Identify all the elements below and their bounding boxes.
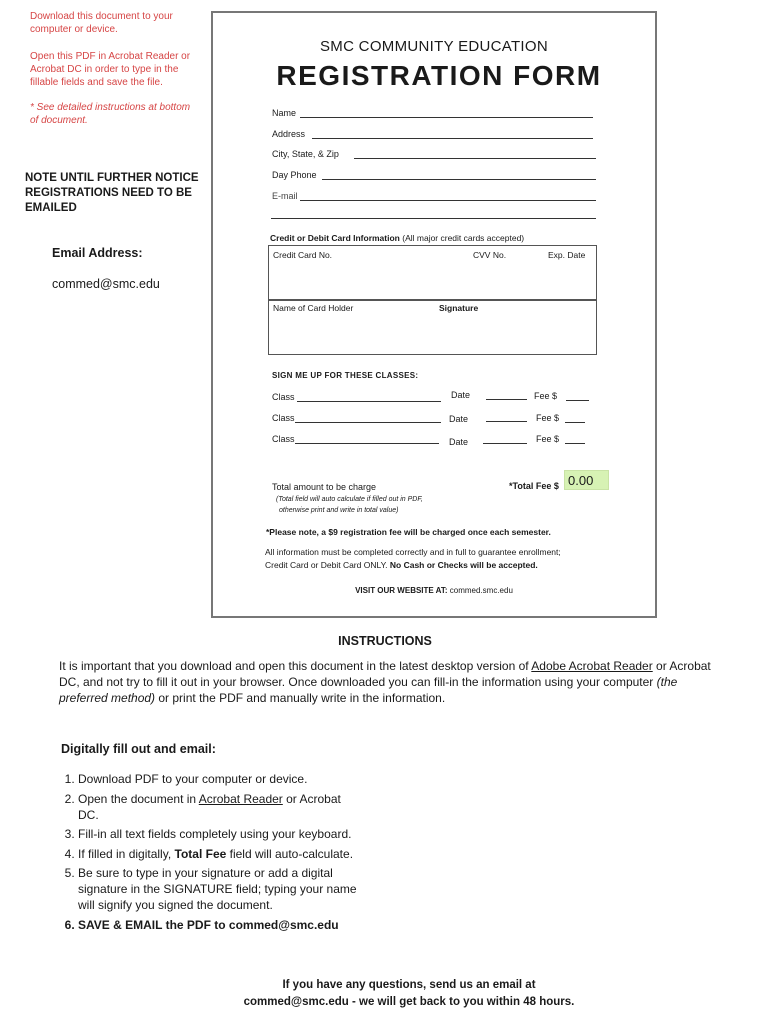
- signature-label: Signature: [439, 303, 479, 313]
- step-5: 5. Be sure to type in your signature or add a digital signature in the SIGNATURE field; typing your name will signify you signed the document.: [78, 865, 360, 913]
- date-2-label: Date: [449, 414, 469, 424]
- total-note-line1: (Total field will auto calculate if filled out in PDF,: [276, 496, 423, 503]
- fee-2-field[interactable]: [565, 422, 585, 423]
- step-2-b: or Acrobat DC.: [78, 791, 341, 822]
- acrobat-reader-link[interactable]: Acrobat Reader: [198, 791, 283, 806]
- website-link[interactable]: commed.smc.edu: [449, 586, 513, 595]
- step-2-a: Open the document in: [78, 791, 199, 806]
- open-in-acrobat-note: Open this PDF in Acrobat Reader or Acrobat DC in order to type in the fillable fields and save the file.: [30, 51, 191, 88]
- email-notice: NOTE UNTIL FURTHER NOTICE REGISTRATIONS NEED TO BE EMAILED: [25, 172, 199, 214]
- cvv-label: CVV No.: [473, 250, 507, 260]
- card-heading-text: Credit or Debit Card Information: [270, 233, 400, 243]
- step-4-bold: Total Fee: [174, 846, 227, 861]
- total-fee-label: *Total Fee $: [509, 481, 559, 491]
- org-title: SMC COMMUNITY EDUCATION: [319, 38, 548, 55]
- digitally-fill-heading: Digitally fill out and email:: [61, 742, 216, 756]
- step-2: [78, 791, 360, 823]
- day-phone-field[interactable]: [322, 179, 596, 180]
- steps-list-wrapper: [60, 771, 360, 936]
- date-1-field[interactable]: [486, 399, 527, 400]
- fee-1-field[interactable]: [566, 400, 589, 401]
- card-info-heading: [270, 233, 524, 243]
- step-4-a: If filled in digitally,: [78, 846, 175, 861]
- footer-line-2: commed@smc.edu - we will get back to you within 48 hours.: [243, 996, 575, 1008]
- footer-line-1: If you have any questions, send us an email at: [282, 979, 536, 991]
- fee-3-field[interactable]: [565, 443, 585, 444]
- total-note-line2: otherwise print and write in total value): [279, 507, 399, 514]
- info-line-2-text: Credit Card or Debit Card ONLY.: [265, 560, 388, 570]
- address-field[interactable]: [312, 138, 593, 139]
- download-note: Download this document to your computer or device.: [30, 11, 173, 35]
- class-2-label: Class: [272, 413, 295, 423]
- detailed-instructions-note: * See detailed instructions at bottom of document.: [30, 102, 191, 126]
- city-state-zip-field[interactable]: [354, 158, 596, 159]
- instructions-title: INSTRUCTIONS: [338, 634, 432, 648]
- class-1-label: Class: [272, 392, 295, 402]
- steps-list: [60, 771, 360, 933]
- instr-p1-a: It is important that you download and open this document in the latest desktop version of: [59, 659, 532, 673]
- city-state-zip-label: City, State, & Zip: [272, 149, 339, 159]
- email-field-extra-line: [271, 218, 596, 219]
- email-address-label: Email Address:: [52, 246, 143, 260]
- email-address-value: commed@smc.edu: [52, 277, 160, 291]
- step-6: 6. SAVE & EMAIL the PDF to commed@smc.edu: [78, 917, 360, 933]
- name-field[interactable]: [300, 117, 593, 118]
- instr-p1-b: or Acrobat DC, and not try to fill it out in your browser. Once downloaded you can fill-in the information using your computer: [59, 659, 711, 689]
- website-line: [211, 586, 657, 595]
- email-label: E-mail: [272, 191, 298, 201]
- registration-fee-note: *Please note, a $9 registration fee will be charged once each semester.: [266, 527, 551, 537]
- class-3-field[interactable]: [295, 443, 439, 444]
- email-field[interactable]: [300, 200, 596, 201]
- website-label: VISIT OUR WEBSITE AT:: [355, 586, 448, 595]
- card-number-label: Credit Card No.: [273, 250, 333, 260]
- day-phone-label: Day Phone: [272, 170, 317, 180]
- card-heading-note: (All major credit cards accepted): [402, 233, 525, 243]
- date-3-label: Date: [449, 437, 469, 447]
- class-2-field[interactable]: [295, 422, 441, 423]
- date-1-label: Date: [451, 390, 471, 400]
- fee-3-label: Fee $: [536, 434, 560, 444]
- info-line-1: All information must be completed correctly and in full to guarantee enrollment;: [265, 547, 561, 557]
- class-3-label: Class: [272, 434, 295, 444]
- instructions-paragraph: [59, 658, 719, 706]
- form-title: REGISTRATION FORM: [276, 60, 602, 91]
- classes-heading: SIGN ME UP FOR THESE CLASSES:: [272, 371, 419, 380]
- exp-date-label: Exp. Date: [548, 250, 586, 260]
- date-2-field[interactable]: [486, 421, 527, 422]
- class-1-field[interactable]: [297, 401, 441, 402]
- step-4: [78, 846, 360, 862]
- name-label: Name: [272, 108, 297, 118]
- adobe-acrobat-reader-link[interactable]: Adobe Acrobat Reader: [531, 659, 653, 673]
- total-fee-field[interactable]: 0.00: [564, 470, 609, 490]
- address-label: Address: [272, 129, 306, 139]
- step-3: 3. Fill-in all text fields completely using your keyboard.: [78, 826, 360, 842]
- instr-p1-c: or print the PDF and manually write in the information.: [155, 691, 446, 705]
- step-1: 1. Download PDF to your computer or device.: [78, 771, 360, 787]
- card-holder-label: Name of Card Holder: [273, 303, 354, 313]
- fee-1-label: Fee $: [534, 391, 558, 401]
- fee-2-label: Fee $: [536, 413, 560, 423]
- step-4-b: field will auto-calculate.: [226, 846, 354, 861]
- info-line-2-bold: No Cash or Checks will be accepted.: [389, 560, 538, 570]
- info-line-2: [265, 560, 538, 570]
- date-3-field[interactable]: [483, 443, 527, 444]
- total-amount-label: Total amount to be charge: [272, 482, 377, 492]
- instr-p1-em: (the preferred method): [59, 675, 678, 705]
